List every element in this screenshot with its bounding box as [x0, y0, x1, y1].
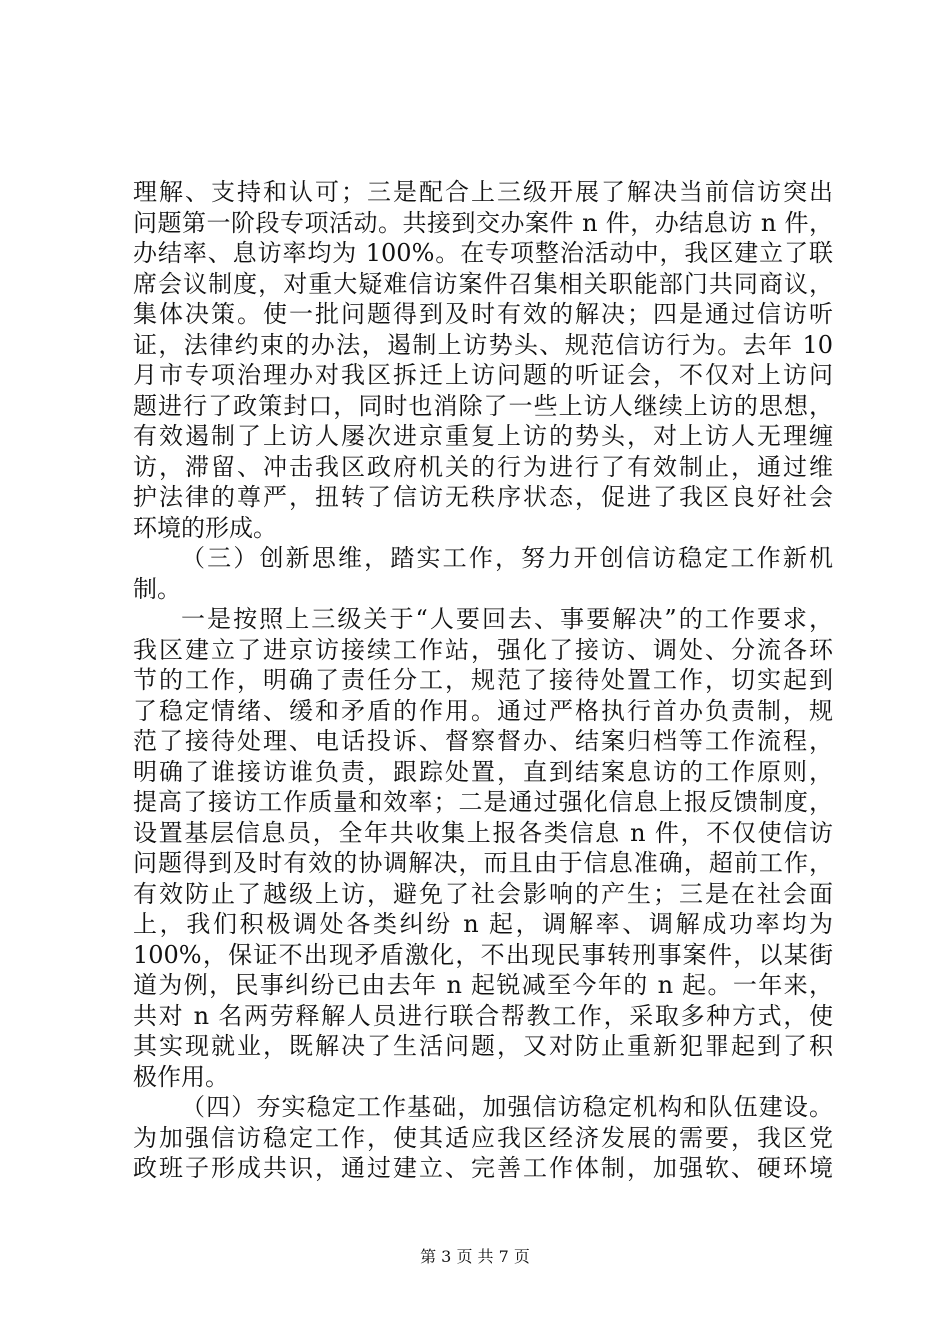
text-line: 100%，保证不出现矛盾激化，不出现民事转刑事案件，以某街 — [133, 940, 833, 969]
text-line: 问题第一阶段专项活动。共接到交办案件 n 件，办结息访 n 件， — [133, 208, 833, 237]
text-line: 明确了谁接访谁负责，跟踪处置，直到结案息访的工作原则， — [133, 757, 833, 786]
text-line: 理解、支持和认可；三是配合上三级开展了解决当前信访突出 — [133, 178, 833, 206]
text-line: 办结率、息访率均为 100%。在专项整治活动中，我区建立了联 — [133, 239, 833, 267]
text-line: 共对 n 名两劳释解人员进行联合帮教工作，采取多种方式，使 — [133, 1001, 833, 1030]
text-line: 护法律的尊严，扭转了信访无秩序状态，促进了我区良好社会 — [133, 483, 833, 511]
text-line: 有效遏制了上访人屡次进京重复上访的势头，对上访人无理缠 — [133, 422, 833, 450]
text-line: 范了接待处理、电话投诉、督察督办、结案归档等工作流程， — [133, 727, 833, 755]
text-line: 有效防止了越级上访，避免了社会影响的产生；三是在社会面 — [133, 879, 833, 908]
text-line: 集体决策。使一批问题得到及时有效的解决；四是通过信访听 — [133, 300, 833, 328]
text-line: 月市专项治理办对我区拆迁上访问题的听证会，不仅对上访问 — [133, 361, 833, 389]
text-line: 政班子形成共识，通过建立、完善工作体制，加强软、硬环境 — [133, 1154, 833, 1182]
text-line: 为加强信访稳定工作，使其适应我区经济发展的需要，我区党 — [133, 1123, 833, 1152]
text-line: 问题得到及时有效的协调解决，而且由于信息准确，超前工作， — [133, 849, 833, 877]
text-line: 访，滞留、冲击我区政府机关的行为进行了有效制止，通过维 — [133, 452, 833, 481]
text-line: （三）创新思维，踏实工作，努力开创信访稳定工作新机 — [181, 544, 833, 572]
text-line: 上，我们积极调处各类纠纷 n 起，调解率、调解成功率均为 — [133, 910, 833, 938]
text-line: 其实现就业，既解决了生活问题，又对防止重新犯罪起到了积 — [133, 1032, 833, 1060]
page-footer: 第 3 页 共 7 页 — [420, 1247, 530, 1266]
text-line: 道为例，民事纠纷已由去年 n 起锐减至今年的 n 起。一年来， — [133, 971, 833, 999]
body-text — [133, 177, 833, 1184]
text-line: 我区建立了进京访接续工作站，强化了接访、调处、分流各环 — [133, 635, 833, 664]
text-line: 提高了接访工作质量和效率；二是通过强化信息上报反馈制度， — [133, 788, 833, 816]
text-line: 席会议制度，对重大疑难信访案件召集相关职能部门共同商议， — [133, 269, 833, 298]
text-line: 题进行了政策封口，同时也消除了一些上访人继续上访的思想， — [133, 391, 833, 420]
text-line: 极作用。 — [133, 1062, 229, 1091]
text-line: （四）夯实稳定工作基础，加强信访稳定机构和队伍建设。 — [181, 1093, 833, 1121]
text-line: 环境的形成。 — [133, 513, 277, 542]
text-line: 了稳定情绪、缓和矛盾的作用。通过严格执行首办负责制，规 — [133, 696, 833, 725]
text-line: 设置基层信息员，全年共收集上报各类信息 n 件，不仅使信访 — [133, 818, 833, 847]
text-line: 一是按照上三级关于“人要回去、事要解决”的工作要求， — [181, 605, 833, 633]
text-line: 制。 — [133, 574, 181, 603]
text-line: 节的工作，明确了责任分工，规范了接待处置工作，切实起到 — [133, 666, 833, 694]
text-line: 证，法律约束的办法，遏制上访势头、规范信访行为。去年 10 — [133, 330, 833, 359]
